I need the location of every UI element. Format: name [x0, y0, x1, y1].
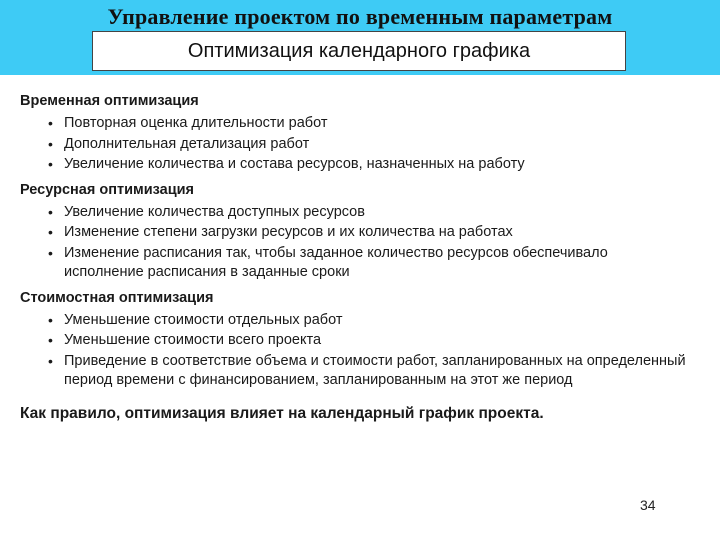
section-cost: [20, 289, 700, 391]
bullet-icon: •: [48, 203, 53, 220]
bullet-icon: •: [48, 156, 53, 172]
list-item-text: Увеличение количества и состава ресурсов, назначенных на работу: [64, 156, 525, 172]
section-heading: Стоимостная оптимизация: [20, 289, 214, 306]
section-resource: [20, 181, 700, 283]
list-item: [20, 244, 624, 283]
conclusion-text: Как правило, оптимизация влияет на календарный график проекта.: [20, 404, 544, 422]
list-item: [20, 352, 694, 391]
item-list: [20, 311, 700, 391]
list-item-text: Уменьшение стоимости отдельных работ: [64, 311, 343, 328]
list-item: [20, 155, 700, 175]
list-item: [20, 203, 700, 223]
list-item-text: Приведение в соответствие объема и стоимости работ, запланированных на определенный период времени с финансированием, запланированным на этот же период: [64, 352, 686, 388]
bullet-icon: •: [48, 115, 53, 131]
list-item-text: Уменьшение стоимости всего проекта: [64, 332, 322, 348]
section-time: [20, 92, 700, 175]
list-item-text: Дополнительная детализация работ: [64, 135, 310, 152]
page-number: 34: [640, 497, 656, 513]
bullet-icon: •: [48, 135, 53, 152]
item-list: [20, 114, 700, 175]
bullet-icon: •: [48, 244, 53, 261]
list-item-text: Увеличение количества доступных ресурсов: [64, 203, 365, 220]
list-item: [20, 114, 700, 134]
section-heading: Ресурсная оптимизация: [20, 181, 194, 198]
content-area: [20, 92, 700, 438]
list-item: [20, 311, 700, 331]
bullet-icon: •: [48, 311, 53, 328]
list-item-text: Изменение степени загрузки ресурсов и их количества на работах: [64, 224, 513, 240]
list-item-text: Повторная оценка длительности работ: [64, 115, 328, 131]
list-item: [20, 223, 700, 243]
list-item-text: Изменение расписания так, чтобы заданное количество ресурсов обеспечивало исполнение расписания в заданные сроки: [64, 244, 608, 280]
bullet-icon: •: [48, 224, 53, 240]
list-item: [20, 331, 700, 351]
list-item: [20, 135, 700, 155]
bullet-icon: •: [48, 332, 53, 348]
page-title: Управление проектом по временным параметрам: [107, 4, 613, 29]
item-list: [20, 203, 700, 283]
section-heading: Временная оптимизация: [20, 93, 199, 109]
subtitle-box: [92, 31, 626, 71]
header-bar: [0, 0, 720, 75]
bullet-icon: •: [48, 352, 53, 369]
subtitle: Оптимизация календарного графика: [187, 39, 531, 62]
